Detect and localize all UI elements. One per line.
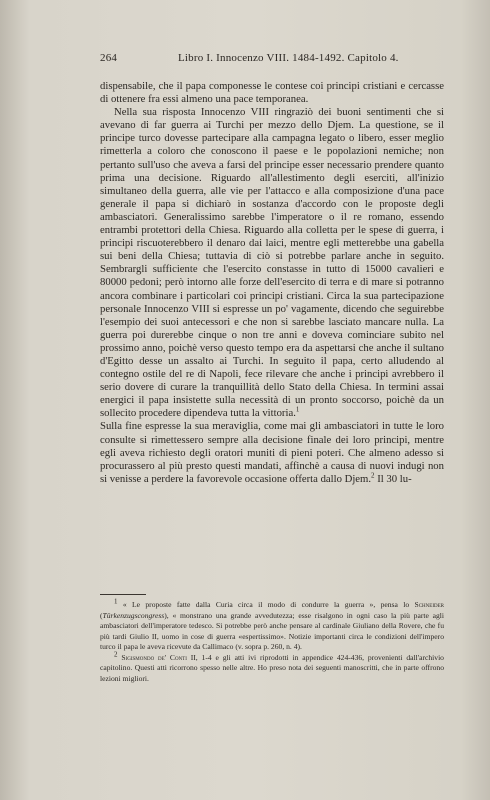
main-text [100, 80, 444, 486]
footnote-ref: 2 [371, 471, 375, 480]
footnote [100, 649, 444, 685]
footnote-work: Türkenzugscongress [102, 610, 165, 620]
footnote-ref: 1 [295, 405, 300, 414]
footnote-text: , « monstrano una grande avvedutezza; esse risalgono in ogni caso la più parte agli ambasciatori dell'imperatore tedesco. Si potrebbe però anche pensare al cardinale Giuliano della Rovere, che fu più tardi Giulio II, uomo in cose di guerra «espertissimo». Notizie importanti circa le condizioni dell'impero turco il papa le aveva ricevute da Callimaco (v. sopra p. 260, n. 4). [100, 610, 444, 651]
footnote: $^1$ « Le proposte fatte dalla Curia circa il modo di condurre la guerra », pensa lo Schneider (Türkenzugscongress), « monstrano una grande avvedutezza; esse risalgono in ogni caso la più parte agli ambasciatori dell'imperatore tedesco. Si potrebbe però anche pensare al cardinale Giuliano della Rovere, che fu più tardi Giulio II, uomo in cose di guerra «espertissimo». Notizie importanti circa le condizioni dell'impero turco il papa le aveva ricevute da Callimaco (v. sopra p. 260, n. 4). [100, 597, 444, 651]
paragraph-continued: dispensabile, che il papa componesse le contese coi principi cristiani e cercasse di ottenere fra essi almeno una pace temporanea. [100, 80, 444, 106]
paragraph-text: Sulla fine espresse la sua meraviglia, come mai gli ambasciatori in tutte le loro consulte si rimettessero sempre alla decisione finale dei loro principi, mentre egli aveva richiesto degli oratori muniti di pieni poteri. Che almeno adesso si procurassero al più presto questi mandati, affinchè a causa di nuovi indugi non si venisse a perdere la favorevole occasione offerta dallo Djem. [100, 420, 444, 485]
footnote-number: 2 [114, 649, 118, 658]
paragraph [100, 420, 444, 485]
footnotes [100, 597, 444, 684]
footnote-divider [100, 594, 146, 595]
footnote-text: « Le proposte fatte dalla Curia circa il modo di condurre la guerra », pensa lo [122, 600, 410, 609]
footnote-author: Schneider [414, 600, 444, 609]
footnote-author: Sigismondo de' Conti [121, 652, 187, 662]
paragraph-text: Il 30 lu- [377, 472, 412, 485]
running-title: Libro I. Innocenzo VIII. 1484-1492. Capitolo 4. [178, 52, 399, 64]
footnote-text: II, 1-4 e gli atti ivi riprodotti in appendice 424-436, provenienti dall'archivio capitolino. Questi atti ricorrono spesso nelle altre. Ho preso nota dei seguenti manoscritti, che in parte offrono lezioni migliori. [100, 652, 444, 683]
paragraph-text: Nella sua risposta Innocenzo VIII ringraziò dei buoni sentimenti che si avevano di far guerra ai Turchi per mezzo dello Djem. La questione, se il principe turco dovesse partecipare alla campagna legato o libero, esser meglio rimetterla a coloro che conoscono il paese e le popolazioni nemiche; non pertanto sull'uso che aveva a farsi del principe esser necessario prendere quanto prima una decisione. Riguardo all'allestimento degli eserciti, all'inizio simultaneo della guerra, alle vie per l'attacco e alla composizione d'una pace generale il papa si dichiarò in sostanza d'accordo con le proposte degli ambasciatori. Generalissimo sarebbe l'imperatore o il re romano, essendo entrambi protettori della Chiesa. Riguardo alla colletta per le spese di guerra, i principi riscuoterebbero il denaro dai laici, mentre egli metterebbe una gabella sui beni della Chiesa; tuttavia di ciò si potrebbe parlare anche in seguito. Sembrargli sufficiente che l'esercito constasse in tutto di 15000 cavalieri e 80000 pedoni; però intorno alle forze dell'esercito di terra e di mare si potranno ancora combinare i particolari coi principi cristiani. Circa la sua partecipazione personale Innocenzo VIII si espresse un po' vagamente, dicendo che seguirebbe l'esempio dei suoi antecessori e che non si sarebbe lasciato mancare nulla. La guerra poi durerebbe cinque o non tre anni e doveva cominciare subito nel prossimo anno, poichè verso questo tempo era da aspettarsi che anche il sultano d'Egitto desse un assalto ai Turchi. In seguito il papa, certo alludendo al contegno ostile del re di Napoli, fece rilevare che anche i principi avrebbero il serio dovere di curare la tranquillità dello Stato della Chiesa. In termini assai energici il papa insistette sulla necessità di un pronto soccorso, poichè da un sollecito procedere dipendeva tutta la vittoria. [100, 106, 444, 420]
footnote-number: 1 [114, 597, 118, 606]
page-number: 264 [100, 52, 118, 64]
paragraph [100, 106, 444, 420]
